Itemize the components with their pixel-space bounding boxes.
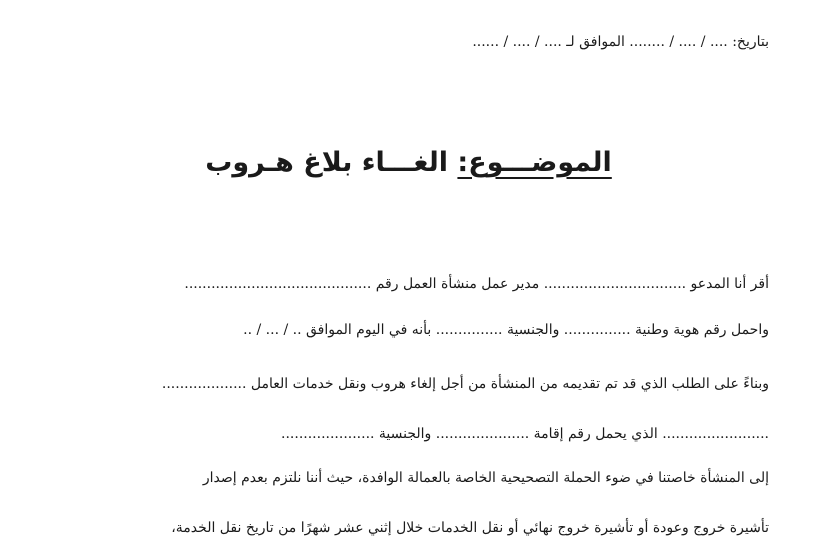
subject-text: الغـــاء بلاغ هـروب (205, 147, 449, 178)
subject-heading (0, 146, 817, 180)
date-line: بتاريخ: .... / .... / ........ الموافق لـ .... / .... / ...... (472, 34, 769, 50)
body-line-6: تأشيرة خروج وعودة أو تأشيرة خروج نهائي أو نقل الخدمات خلال إثني عشر شهرًا من تاريخ نقل الخدمة، (171, 520, 769, 536)
body-line-2: واحمل رقم هوية وطنية ............... والجنسية ............... بأنه في اليوم الموافق .. / ... / .. (243, 322, 769, 338)
subject-label: الموضـــوع: (457, 147, 612, 178)
body-line-3: وبناءً على الطلب الذي قد تم تقديمه من المنشأة من أجل إلغاء هروب ونقل خدمات العامل ................... (161, 376, 769, 392)
body-line-1: أقر أنا المدعو ................................ مدير عمل منشأة العمل رقم .......................................... (184, 276, 769, 292)
body-line-4: ........................ الذي يحمل رقم إقامة ..................... والجنسية ..................... (281, 426, 769, 442)
body-line-5: إلى المنشأة خاصتنا في ضوء الحملة التصحيحية الخاصة بالعمالة الوافدة، حيث أننا نلتزم بعدم إصدار (202, 470, 769, 486)
